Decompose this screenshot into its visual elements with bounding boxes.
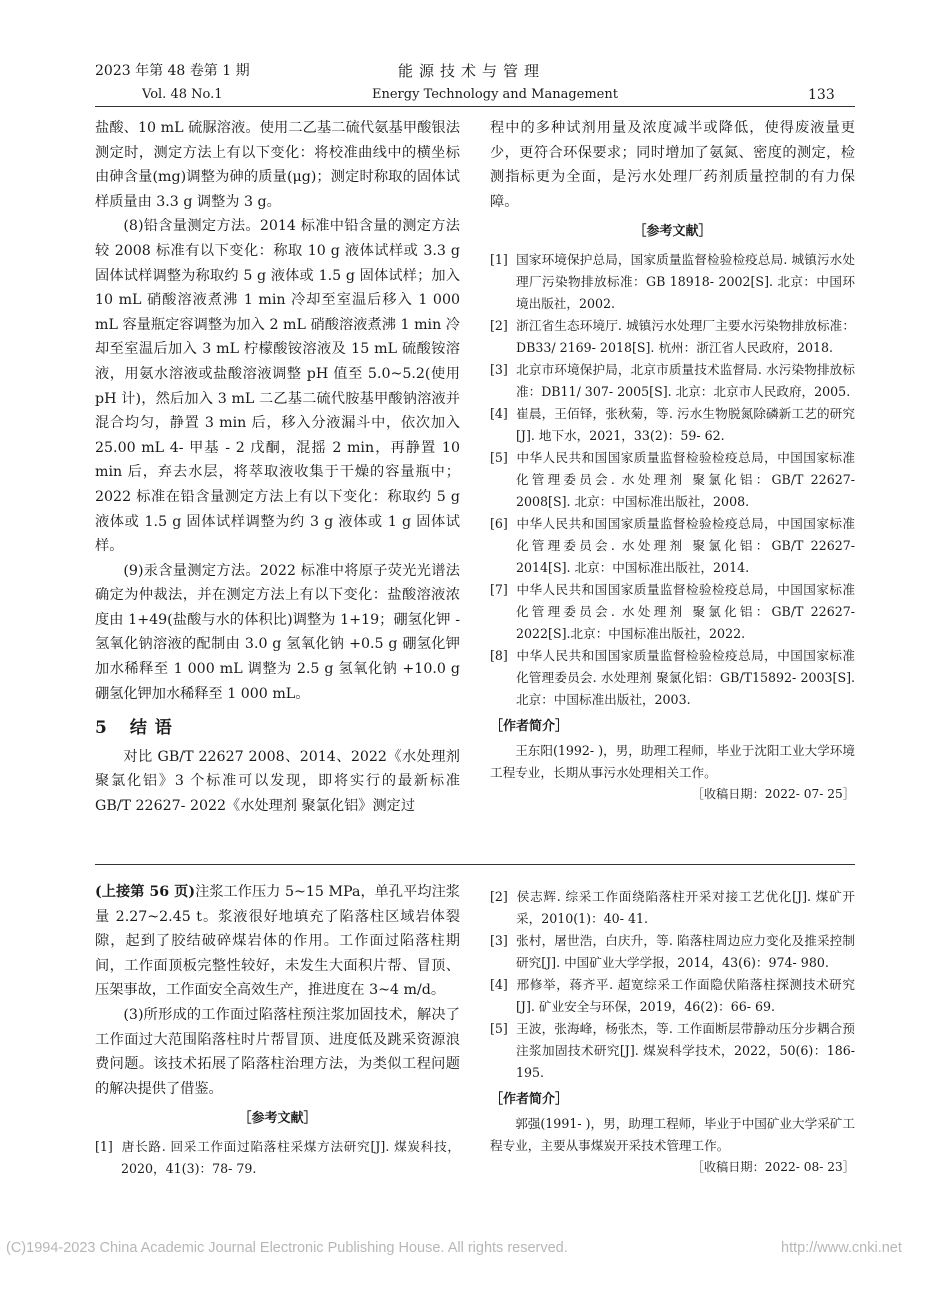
author-heading: ［作者简介］ (490, 1092, 569, 1107)
paragraph: 对比 GB/T 22627 2008、2014、2022《水处理剂 聚氯化铝》3 个标准可以发现，即将实行的最新标准 GB/T 22627- 2022《水处理剂 聚氯化铝》测定过 (95, 748, 460, 815)
reference-text: 张村，屠世浩，白庆升，等. 陷落柱周边应力变化及推采控制研究[J]. 中国矿业大学学报，2014，43(6)：974- 980. (516, 933, 855, 970)
reference-item (490, 579, 855, 645)
paragraph: 盐酸、10 mL 硫脲溶液。使用二乙基二硫代氨基甲酸银法测定时，测定方法上有以下变化：将校准曲线中的横坐标由砷含量(mg)调整为砷的质量(μg)；测定时称取的固体试样质量由 3.3 g 调整为 3 g。 (95, 120, 460, 210)
top-right-column (490, 116, 855, 804)
header-rule (95, 106, 855, 107)
journal-title-en: Energy Technology and Management (372, 87, 618, 102)
reference-number: [3] (490, 361, 508, 377)
paragraph: (3)所形成的工作面过陷落柱预注浆加固技术，解决了工作面过大范围陷落柱时片帮冒顶、进度低及跳采资源浪费问题。该技术拓展了陷落柱治理方法，为类似工程问题的解决提供了借鉴。 (95, 1006, 460, 1097)
reference-number: [4] (490, 405, 508, 421)
reference-text: 中华人民共和国国家质量监督检验检疫总局，中国国家标准化管理委员会. 水处理剂 聚氯化铝：GB/T 22627- 2014[S]. 北京：中国标准出版社，2014. (516, 515, 855, 575)
reference-number: [6] (490, 515, 508, 531)
author-bio: 王东阳(1992- )，男，助理工程师，毕业于沈阳工业大学环境工程专业，长期从事污水处理相关工作。 (490, 742, 855, 780)
reference-text: 中华人民共和国国家质量监督检验检疫总局，中国国家标准化管理委员会. 水处理剂 聚氯化铝：GB/T 22627- 2008[S]. 北京：中国标准出版社，2008. (516, 449, 855, 509)
footer-url[interactable]: http://www.cnki.net (781, 1240, 902, 1256)
reference-item (490, 513, 855, 579)
reference-number: [2] (490, 889, 508, 904)
author-bio: 郭强(1991- )，男，助理工程师，毕业于中国矿业大学采矿工程专业，主要从事煤炭开采技术管理工作。 (490, 1115, 855, 1153)
reference-text: 国家环境保护总局，国家质量监督检验检疫总局. 城镇污水处理厂污染物排放标准：GB 18918- 2002[S]. 北京：中国环境出版社，2002. (516, 251, 855, 311)
reference-number: [3] (490, 933, 508, 948)
reference-item (490, 359, 855, 403)
reference-number: [8] (490, 647, 508, 663)
reference-text: 侯志辉. 综采工作面绕陷落柱开采对接工艺优化[J]. 煤矿开采，2010(1)：40- 41. (516, 889, 855, 926)
reference-text: 唐长路. 回采工作面过陷落柱采煤方法研究[J]. 煤炭科技，2020，41(3)：78- 79. (121, 1138, 460, 1176)
paragraph: (9)汞含量测定方法。2022 标准中将原子荧光光谱法确定为仲裁法，并在测定方法上有以下变化：盐酸溶液浓度由 1+49(盐酸与水的体积比)调整为 1+19；硼氢化钾 - 氢氧化钠溶液的配制由 3.0 g 氢氧化钠 +0.5 g 硼氢化钾加水稀释至 1 000 mL 调整为 2.5 g 氢氧化钠 +10.0 g 硼氢化钾加水稀释至 1 000 mL。 (95, 562, 460, 702)
paragraph: 注浆工作压力 5~15 MPa，单孔平均注浆量 2.27~2.45 t。浆液很好地填充了陷落柱区域岩体裂隙，起到了胶结破碎煤岩体的作用。工作面过陷落柱期间，工作面顶板完整性较好，未发生大面积片帮、冒顶、压架事故，工作面安全高效生产，推进度在 3~4 m/d。 (95, 884, 460, 999)
section-title: 结 语 (129, 718, 173, 739)
reference-number: [5] (490, 449, 508, 465)
continued-from-label: (上接第 56 页) (95, 884, 196, 900)
references-list (490, 249, 855, 711)
reference-item (490, 403, 855, 447)
paragraph: (8)铅含量测定方法。2014 标准中铅含量的测定方法较 2008 标准有以下变化：称取 10 g 液体试样或 3.3 g 固体试样调整为称取约 5 g 液体或 1.5 g 固体试样；加入 10 mL 硝酸溶液煮沸 1 min 冷却至室温后移入 1 000 mL 容量瓶定容调整为加入 2 mL 硝酸溶液煮沸 1 min 冷却至室温后加入 3 mL 柠檬酸铵溶液及 15 mL 硫酸铵溶液，用氨水溶液或盐酸溶液调整 pH 值至 5.0~5.2(使用 pH 计)，然后加入 3 mL 二乙基二硫代胺基甲酸钠溶液并混合均匀，静置 3 min 后，移入分液漏斗中，依次加入 25.00 mL 4- 甲基 - 2 戊酮，混摇 2 min，再静置 10 min 后，弃去水层，将萃取液收集于干燥的容量瓶中；2022 标准在铅含量测定方法上有以下变化：称取约 5 g 液体或 1.5 g 固体试样调整为约 3 g 液体或 1 g 固体试样。 (95, 218, 460, 555)
received-date: ［收稿日期：2022- 08- 23］ (691, 1159, 855, 1174)
reference-item (490, 315, 855, 359)
reference-item (95, 1136, 460, 1180)
section-number: 5 (95, 718, 108, 739)
received-date: ［收稿日期：2022- 07- 25］ (691, 786, 855, 801)
volume-cn: 2023 年第 48 卷第 1 期 (95, 63, 250, 79)
references-heading: ［参考文献］ (238, 1111, 317, 1127)
paragraph: 程中的多种试剂用量及浓度减半或降低，使得废液量更少，更符合环保要求；同时增加了氨氮、密度的测定，检测指标更为全面，是污水处理厂药剂质量控制的有力保障。 (490, 120, 855, 210)
journal-title-cn: 能源技术与管理 (398, 62, 546, 80)
bottom-right-column (490, 886, 855, 1177)
top-left-column (95, 116, 460, 819)
copyright-notice: (C)1994-2023 China Academic Journal Electronic Publishing House. All rights reserved. (6, 1240, 568, 1256)
reference-item (490, 930, 855, 974)
reference-text: 崔晨，王佰铎，张秋菊，等. 污水生物脱氮除磷新工艺的研究[J]. 地下水，2021，33(2)：59- 62. (516, 405, 855, 443)
reference-number: [7] (490, 581, 508, 597)
reference-item (490, 447, 855, 513)
references-list (490, 886, 855, 1084)
reference-item (490, 249, 855, 315)
author-heading: ［作者简介］ (490, 718, 569, 734)
reference-number: [5] (490, 1021, 508, 1036)
references-heading: ［参考文献］ (633, 224, 712, 240)
reference-item (490, 974, 855, 1018)
reference-number: [1] (490, 251, 508, 267)
reference-text: 王波，张海峰，杨张杰，等. 工作面断层带静动压分步耦合预注浆加固技术研究[J]. 煤炭科学技术，2022，50(6)：186- 195. (516, 1021, 855, 1080)
reference-number: [2] (490, 317, 508, 333)
bottom-left-column (95, 880, 460, 1180)
reference-item (490, 645, 855, 711)
reference-number: [4] (490, 977, 508, 992)
section-divider-rule (95, 864, 855, 865)
references-list (95, 1136, 460, 1180)
reference-text: 北京市环境保护局，北京市质量技术监督局. 水污染物排放标准：DB11/ 307- 2005[S]. 北京：北京市人民政府，2005. (516, 361, 855, 399)
reference-item (490, 1018, 855, 1084)
reference-text: 邢修举，蒋齐平. 超宽综采工作面隐伏陷落柱探测技术研究[J]. 矿业安全与环保，2019，46(2)：66- 69. (516, 977, 855, 1014)
reference-number: [1] (95, 1138, 113, 1154)
reference-text: 中华人民共和国国家质量监督检验检疫总局，中国国家标准化管理委员会. 水处理剂 聚氯化铝：GB/T15892- 2003[S]. 北京：中国标准出版社，2003. (516, 647, 855, 707)
page-number: 133 (808, 87, 835, 103)
reference-item (490, 886, 855, 930)
volume-en: Vol. 48 No.1 (142, 87, 223, 102)
reference-text: 中华人民共和国国家质量监督检验检疫总局，中国国家标准化管理委员会. 水处理剂 聚氯化铝：GB/T 22627- 2022[S].北京：中国标准出版社，2022. (516, 581, 855, 641)
reference-text: 浙江省生态环境厅. 城镇污水处理厂主要水污染物排放标准：DB33/ 2169- 2018[S]. 杭州：浙江省人民政府，2018. (516, 317, 855, 355)
section-heading (95, 716, 460, 741)
